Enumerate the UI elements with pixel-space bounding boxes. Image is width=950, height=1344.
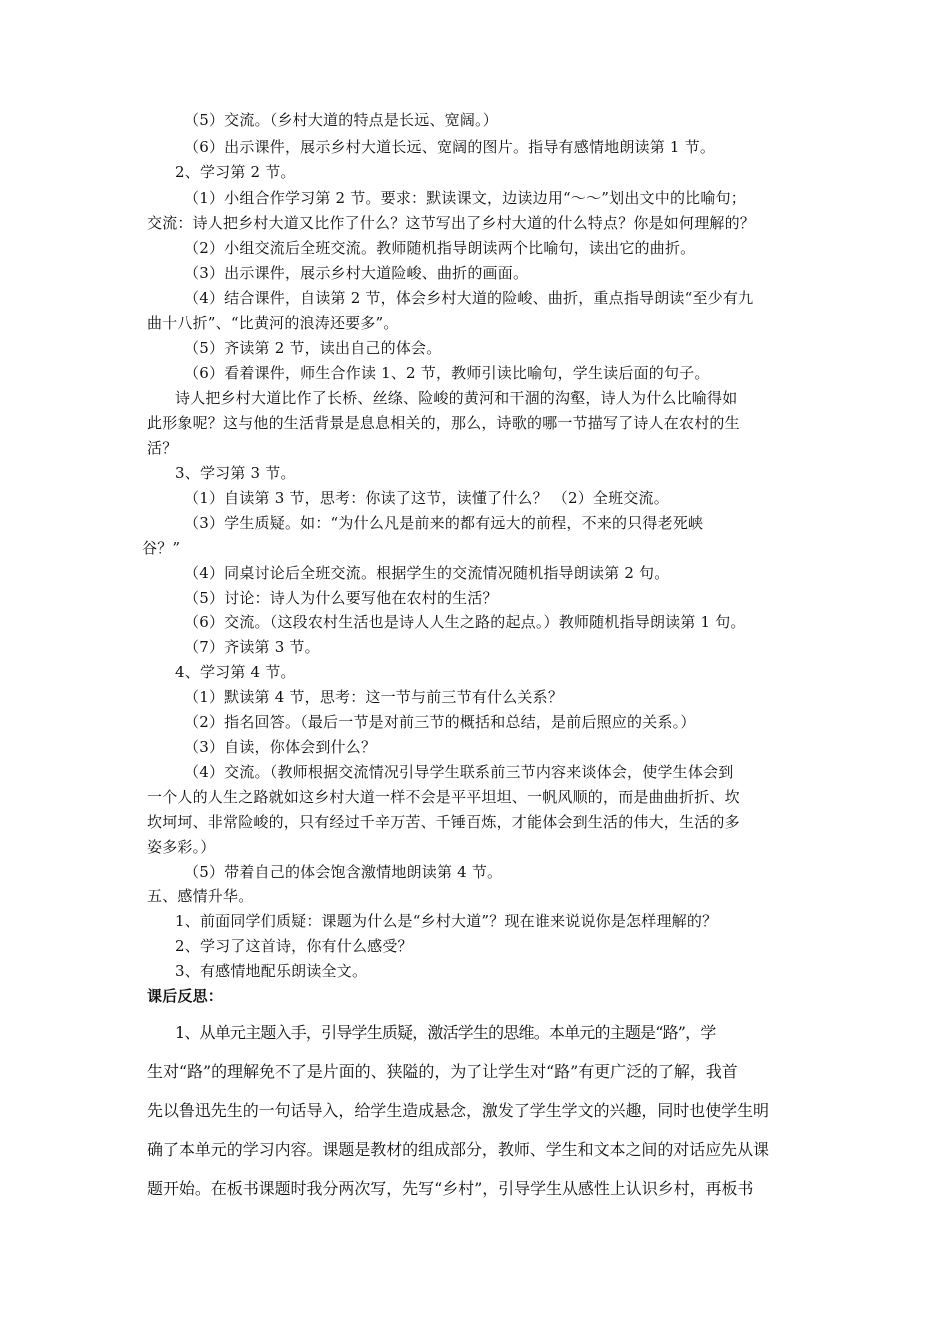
text-line: （4）结合课件，自读第 2 节，体会乡村大道的险峻、曲折，重点指导朗读“至少有九 [184, 289, 754, 307]
text-line: （1）自读第 3 节，思考：你读了这节，读懂了什么？ （2）全班交流。 [184, 489, 669, 507]
text-line: （4）同桌讨论后全班交流。根据学生的交流情况随机指导朗读第 2 句。 [184, 564, 670, 582]
text-line: 活？ [147, 439, 178, 457]
text-line: 3、学习第 3 节。 [175, 464, 296, 482]
reflection-line: 确了本单元的学习内容。课题是教材的组成部分，教师、学生和文本之间的对话应先从课 [147, 1140, 770, 1159]
text-line: （5）讨论：诗人为什么要写他在农村的生活？ [184, 589, 498, 607]
reflection-line: 生对“路”的理解免不了是片面的、狭隘的，为了让学生对“路”有更广泛的了解，我首 [147, 1062, 738, 1081]
text-line: 3、有感情地配乐朗读全文。 [175, 962, 368, 980]
text-line: （4）交流。（教师根据交流情况引导学生联系前三节内容来谈体会，使学生体会到 [184, 763, 734, 781]
text-line: 一个人的人生之路就如这乡村大道一样不会是平平坦坦、一帆风顺的，而是曲曲折折、坎 [147, 788, 740, 806]
text-line: （7）齐读第 3 节。 [184, 638, 320, 656]
reflection-line: 先以鲁迅先生的一句话导入，给学生造成悬念，激发了学生学文的兴趣，同时也使学生明 [147, 1101, 770, 1120]
text-line: 诗人把乡村大道比作了长桥、丝绦、险峻的黄河和干涸的沟壑，诗人为什么比喻得如 [175, 389, 738, 407]
text-line: （3）学生质疑。如：“为什么凡是前来的都有远大的前程，不来的只得老死峡 [184, 514, 704, 532]
text-line: 4、学习第 4 节。 [175, 663, 296, 681]
text-line: 曲十八折”、“比黄河的浪涛还要多”。 [147, 314, 399, 332]
text-line: （5）齐读第 2 节，读出自己的体会。 [184, 339, 442, 357]
reflection-line: 题开始。在板书课题时我分两次写，先写“乡村”，引导学生从感性上认识乡村，再板书 [147, 1179, 754, 1198]
text-line: 姿多彩。） [147, 838, 216, 856]
text-line: 谷？” [142, 539, 181, 557]
text-line: （1）默读第 4 节，思考：这一节与前三节有什么关系？ [184, 688, 564, 706]
text-line: （1）小组合作学习第 2 节。要求：默读课文，边读边用“～～”划出文中的比喻句； [184, 189, 746, 207]
text-line: （6）交流。（这段农村生活也是诗人人生之路的起点。）教师随机指导朗读第 1 句。 [184, 613, 746, 631]
text-line: 2、学习第 2 节。 [175, 163, 296, 181]
text-line: （2）小组交流后全班交流。教师随机指导朗读两个比喻句，读出它的曲折。 [184, 239, 696, 257]
section-heading: 五、感情升华。 [147, 887, 254, 905]
text-line: 2、学习了这首诗，你有什么感受？ [175, 937, 413, 955]
text-line: 坎坷坷、非常险峻的，只有经过千辛万苦、千锤百炼，才能体会到生活的伟大，生活的多 [147, 813, 740, 831]
text-line: 交流：诗人把乡村大道又比作了什么？这节写出了乡村大道的什么特点？你是如何理解的？ [147, 214, 756, 232]
reflection-heading: 课后反思： [147, 987, 224, 1005]
text-line: （5）带着自己的体会饱含激情地朗读第 4 节。 [184, 863, 503, 881]
reflection-line: 1、从单元主题入手，引导学生质疑，激活学生的思维。本单元的主题是“路”，学 [175, 1023, 716, 1042]
text-line: 1、前面同学们质疑：课题为什么是“乡村大道”？现在谁来说说你是怎样理解的？ [175, 912, 718, 930]
text-line: （6）看着课件，师生合作读 1、2 节，教师引读比喻句，学生读后面的句子。 [184, 364, 710, 382]
text-line: （3）出示课件，展示乡村大道险峻、曲折的画面。 [184, 264, 529, 282]
text-line: （2）指名回答。（最后一节是对前三节的概括和总结，是前后照应的关系。） [184, 713, 696, 731]
text-line: （3）自读，你体会到什么？ [184, 738, 377, 756]
text-line: 此形象呢？这与他的生活背景是息息相关的，那么，诗歌的哪一节描写了诗人在农村的生 [147, 414, 740, 432]
text-line: （5）交流。（乡村大道的特点是长远、宽阔。） [184, 111, 498, 129]
text-line: （6）出示课件，展示乡村大道长远、宽阔的图片。指导有感情地朗读第 1 节。 [184, 138, 716, 156]
